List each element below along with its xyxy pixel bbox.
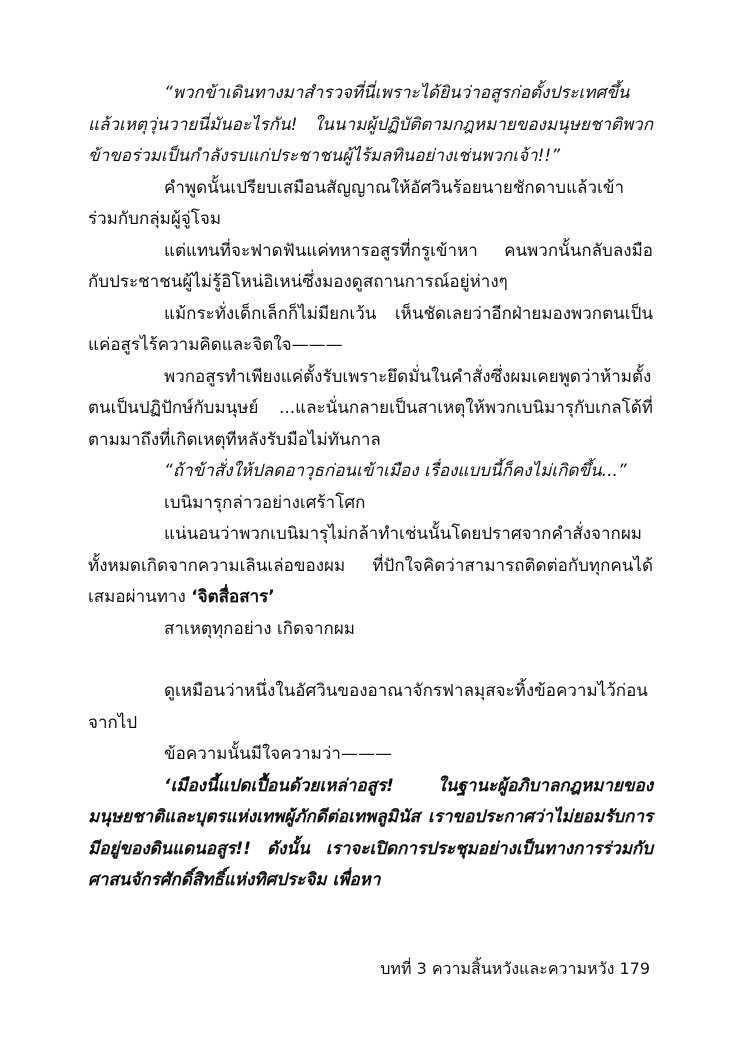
paragraph-negligence bbox=[88, 519, 653, 614]
page-body bbox=[88, 78, 653, 897]
paragraph-defense: พวกอสูรทำเพียงแค่ตั้งรับเพราะยึดมั่นในคำสั่งซึ่งผมเคยพูดว่าห้ามตั้งตนเป็นปฏิปักษ์กับมนุษย์ ...และนั่นกลายเป็นสาเหตุให้พวกเบนิมารุกับเกลโด้ที่ตามมาถึงที่เกิดเหตุทีหลังรับมือไม่ทันกาล bbox=[88, 366, 653, 450]
paragraph-message-content: ‘เมืองนี้แปดเปื้อนด้วยเหล่าอสูร! ในฐานะผู้อภิบาลกฎหมายของมนุษยชาติและบุตรแห่งเทพผู้ภักดีต่อเทพลูมินัส เราขอประกาศว่าไม่ยอมรับการมีอยู่ของดินแดนอสูร!! ดังนั้น เราจะเปิดการประชุมอย่างเป็นทางการร่วมกับศาสนจักรศักดิ์สิทธิ์แห่งทิศประจิม เพื่อหา bbox=[88, 775, 653, 890]
paragraph-negligence-text: แน่นอนว่าพวกเบนิมารุไม่กล้าทำเช่นนั้นโดยปราศจากคำสั่งจากผม ทั้งหมดเกิดจากความเลินเล่อของผม ที่ปักใจคิดว่าสามารถติดต่อกับทุกคนได้เสมอผ่านทาง bbox=[88, 524, 653, 607]
paragraph-message-left: ดูเหมือนว่าหนึ่งในอัศวินของอาณาจักรฟาลมุสจะทิ้งข้อความไว้ก่อนจากไป bbox=[88, 681, 648, 733]
section-break bbox=[88, 645, 653, 676]
paragraph-attack: แต่แทนที่จะฟาดฟันแค่ทหารอสูรที่กรูเข้าหา คนพวกนั้นกลับลงมือกับประชาชนผู้ไม่รู้อิโหน่อิเหน่ซึ่งมองดูสถานการณ์อยู่ห่างๆ bbox=[88, 240, 653, 292]
telepathy-term: ‘จิตสื่อสาร’ bbox=[191, 587, 275, 607]
paragraph-signal: คำพูดนั้นเปรียบเสมือนสัญญาณให้อัศวินร้อยนายชักดาบแล้วเข้าร่วมกับกลุ่มผู้จู่โจม bbox=[88, 177, 624, 229]
page-footer: บทที่ 3 ความสิ้นหวังและความหวัง 179 bbox=[380, 959, 650, 978]
paragraph-children: แม้กระทั่งเด็กเล็กก็ไม่มียกเว้น เห็นชัดเลยว่าอีกฝ่ายมองพวกตนเป็นแค่อสูรไร้ความคิดและจิตใจ——— bbox=[88, 303, 653, 355]
paragraph-knight-declaration: “พวกข้าเดินทางมาสำรวจที่นี่เพราะได้ยินว่าอสูรก่อตั้งประเทศขึ้นแล้วเหตุวุ่นวายนี่มันอะไรกัน! ในนามผู้ปฏิบัติตามกฎหมายของมนุษยชาติพวกข้าขอร่วมเป็นกำลังรบแก่ประชาชนผู้ไร้มลทินอย่างเช่นพวกเจ้า!!” bbox=[88, 83, 653, 166]
paragraph-benimaru-sad: เบนิมารุกล่าวอย่างเศร้าโศก bbox=[164, 492, 366, 513]
paragraph-benimaru-quote: “ถ้าข้าสั่งให้ปลดอาวุธก่อนเข้าเมือง เรื่องแบบนี้ก็คงไม่เกิดขึ้น...” bbox=[164, 461, 627, 481]
paragraph-cause: สาเหตุทุกอย่าง เกิดจากผม bbox=[164, 618, 356, 639]
paragraph-message-intro: ข้อความนั้นมีใจความว่า——— bbox=[164, 744, 392, 764]
